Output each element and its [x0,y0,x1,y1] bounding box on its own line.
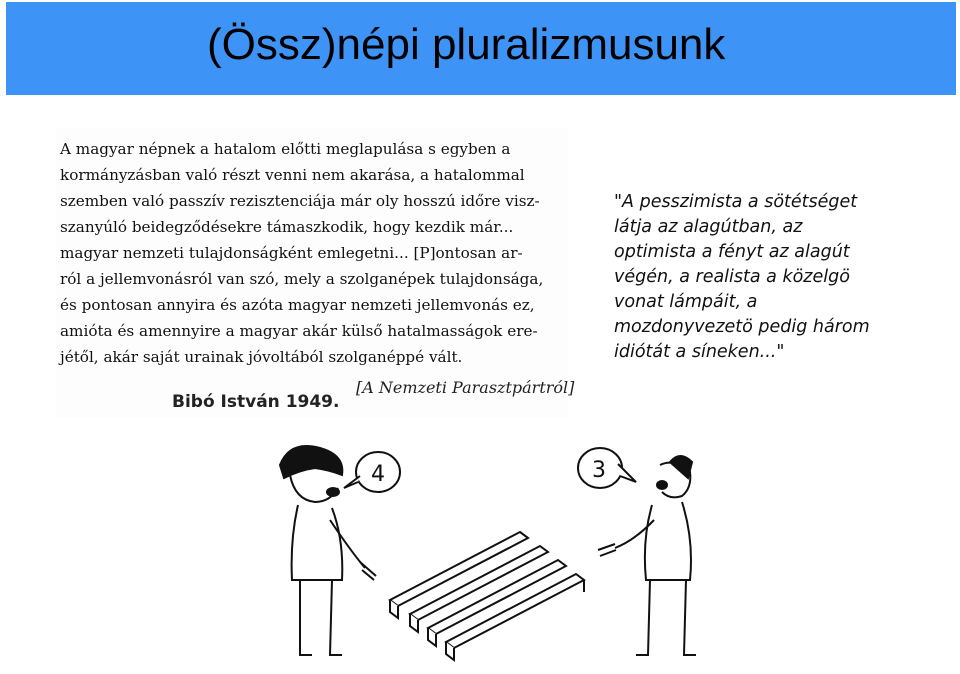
pessimist-quote-line: optimista a fényt az alagút [614,242,850,262]
bibo-quote-line: szanyúló beidegződésekre támaszkodik, hogy kezdik már... [60,218,514,236]
pessimist-quote-line: végén, a realista a közelgö [614,267,850,287]
bibo-quote-line: szemben való passzív rezisztenciája már oly hosszú időre visz- [60,192,540,210]
right-bubble-number: 3 [592,458,606,483]
right-speech-bubble [578,448,636,488]
left-person-arm [330,520,365,568]
bibo-quote-source: [A Nemzeti Parasztpártról] [356,378,575,397]
bibo-quote-line: amióta és amennyire a magyar akár külső hatalmasságok ere- [60,322,538,340]
cartoon-illustration [270,430,710,670]
bibo-quote-line: és pontosan annyira és azóta magyar nemzeti jellemvonás ez, [60,296,535,314]
left-person-body [292,505,343,580]
right-person-hand [598,544,616,556]
bibo-quote-line: ról a jellemvonásról van szó, mely a szolganépek tulajdonsága, [60,270,544,288]
impossible-rails [390,532,584,660]
pessimist-quote-line: idiótát a síneken..." [614,342,785,362]
pessimist-quote-line: mozdonyvezetö pedig három [614,317,870,337]
pessimist-quote [614,190,934,365]
left-person-legs [300,580,342,655]
left-speech-bubble [344,452,400,492]
right-person [598,456,696,655]
left-person-hair [280,446,342,478]
page-title: (Össz)népi pluralizmusunk [207,20,726,69]
bibo-quote-image [56,128,575,418]
bibo-quote-line: magyar nemzeti tulajdonságként emlegetni... [P]ontosan ar- [60,244,523,262]
right-person-mouth [657,481,667,489]
title-bar [6,2,956,95]
left-bubble-number: 4 [371,462,385,487]
pessimist-quote-line: "A pesszimista a sötétséget [614,192,858,212]
pessimist-quote-line: vonat lámpáit, a [614,292,758,312]
pessimist-quote-line: látja az alagútban, az [614,217,803,237]
right-person-legs [636,580,696,655]
bibo-quote-line: kormányzásban való részt venni nem akarása, a hatalommal [60,166,525,184]
bibo-quote-author: Bibó István 1949. [172,392,340,412]
right-person-body [645,502,691,580]
left-person-hand [360,562,376,580]
bibo-quote-line: jétől, akár saját urainak jóvoltából szolganéppé vált. [60,348,463,366]
left-person-mouth [327,488,339,496]
bibo-quote-line: A magyar népnek a hatalom előtti meglapulása s egyben a [60,140,511,158]
right-person-hair [670,456,692,478]
